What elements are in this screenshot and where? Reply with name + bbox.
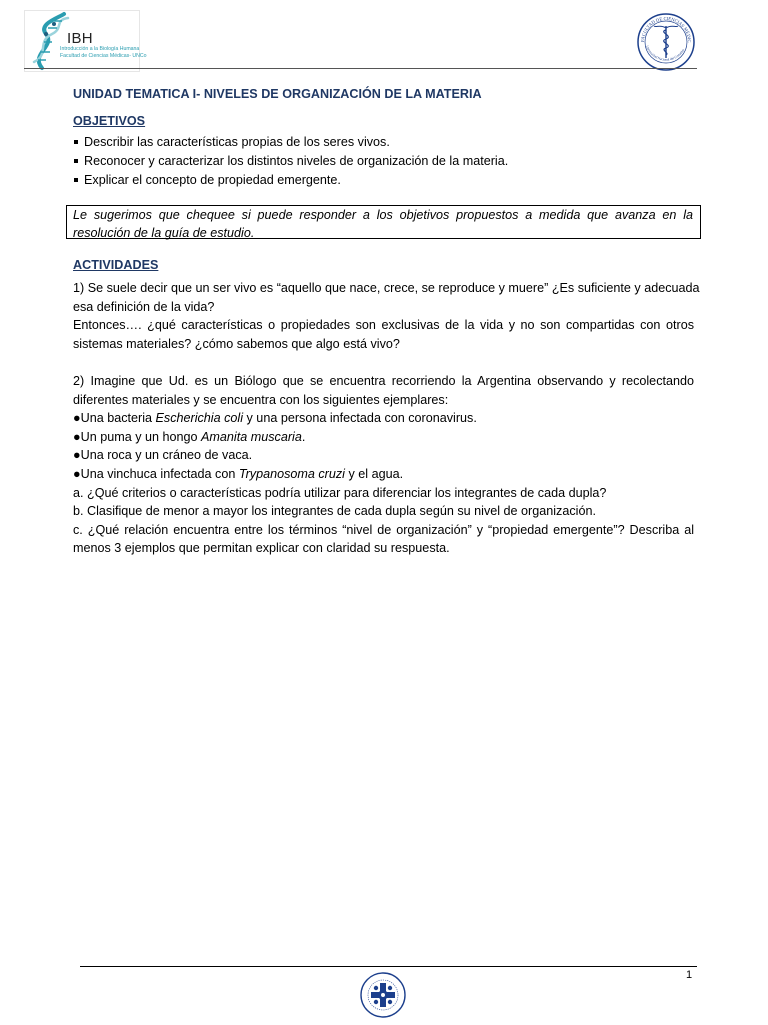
header-divider — [24, 68, 697, 69]
list-item — [73, 133, 703, 152]
pair-text: y una persona infectada con coronavirus. — [243, 411, 477, 426]
objective-text: Explicar el concepto de propiedad emergente. — [84, 173, 341, 187]
university-seal-icon — [357, 970, 409, 1020]
pair-item: ●Una roca y un cráneo de vaca. — [73, 448, 253, 463]
university-seal — [357, 970, 409, 1020]
square-bullet-icon — [74, 140, 78, 144]
faculty-seal-icon — [636, 12, 696, 72]
activity2-line: diferentes materiales y se encuentra con los siguientes ejemplares: — [73, 392, 449, 407]
blank-line — [73, 353, 694, 372]
logo-subtitle-1: Introducción a la Biología Humana — [60, 46, 140, 52]
activities-heading: ACTIVIDADES — [73, 258, 159, 272]
svg-text:Universidad Nacional del Comah: Universidad Nacional del Comahue — [645, 44, 686, 62]
list-item — [73, 171, 703, 190]
study-note-text: Le sugerimos que chequee si puede responder a los objetivos propuestos a medida que avanza en la resolución de la guía de estudio. — [73, 208, 693, 240]
logo-title: IBH — [67, 30, 93, 47]
species-name: Escherichia coli — [155, 411, 244, 426]
list-item — [73, 152, 703, 171]
pair-text: . — [301, 429, 306, 444]
logo-subtitle-2: Facultad de Ciencias Médicas- UNCo — [60, 53, 147, 59]
page-number: 1 — [686, 969, 693, 981]
species-name: Amanita muscaria — [201, 429, 302, 444]
pair-text: ●Una vinchuca infectada con — [73, 466, 239, 481]
square-bullet-icon — [74, 178, 78, 182]
species-name: Trypanosoma cruzi — [238, 466, 345, 481]
activity1-line: sistemas materiales? ¿cómo sabemos que algo está vivo? — [73, 336, 400, 351]
question-a: a. ¿Qué criterios o características podría utilizar para diferenciar los integrantes de cada dupla? — [73, 485, 607, 500]
pair-item — [73, 428, 694, 447]
activity1-line: esa definición de la vida? — [73, 299, 215, 314]
objective-text: Reconocer y caracterizar los distintos niveles de organización de la materia. — [84, 154, 509, 168]
pair-text: ●Un puma y un hongo — [73, 429, 202, 444]
question-c-line: c. ¿Qué relación encuentra entre los términos “nivel de organización” y “propiedad emergente”? Describa al — [73, 522, 694, 537]
footer-divider — [80, 966, 697, 967]
pair-text: ●Una bacteria — [73, 411, 156, 426]
objective-text: Describir las características propias de los seres vivos. — [84, 135, 390, 149]
faculty-seal — [636, 12, 696, 72]
svg-text:FACULTAD DE CIENCIAS MÉDICAS: FACULTAD DE CIENCIAS MÉDIC — [639, 15, 693, 43]
activities-body — [73, 279, 700, 558]
question-b: b. Clasifique de menor a mayor los integrantes de cada dupla según su nivel de organización. — [73, 504, 596, 519]
question-c-line: menos 3 ejemplos que permitan explicar con claridad su respuesta. — [73, 541, 450, 556]
pair-item — [73, 409, 694, 428]
pair-text: y el agua. — [344, 466, 404, 481]
square-bullet-icon — [74, 159, 78, 163]
objectives-heading: OBJETIVOS — [73, 114, 146, 128]
study-note-box — [66, 205, 701, 239]
objectives-list — [73, 133, 703, 190]
document-title: UNIDAD TEMATICA I- NIVELES DE ORGANIZACIÓN DE LA MATERIA — [73, 87, 482, 101]
activity2-line: 2) Imagine que Ud. es un Biólogo que se encuentra recorriendo la Argentina observando y recolectando — [73, 373, 694, 388]
pair-item — [73, 465, 694, 484]
activity1-line: Entonces…. ¿qué características o propiedades son exclusivas de la vida y no son compartidas con otros — [73, 318, 694, 333]
activity1-line: 1) Se suele decir que un ser vivo es “aquello que nace, crece, se reproduce y muere” ¿Es suficiente y adecuada — [73, 281, 700, 295]
